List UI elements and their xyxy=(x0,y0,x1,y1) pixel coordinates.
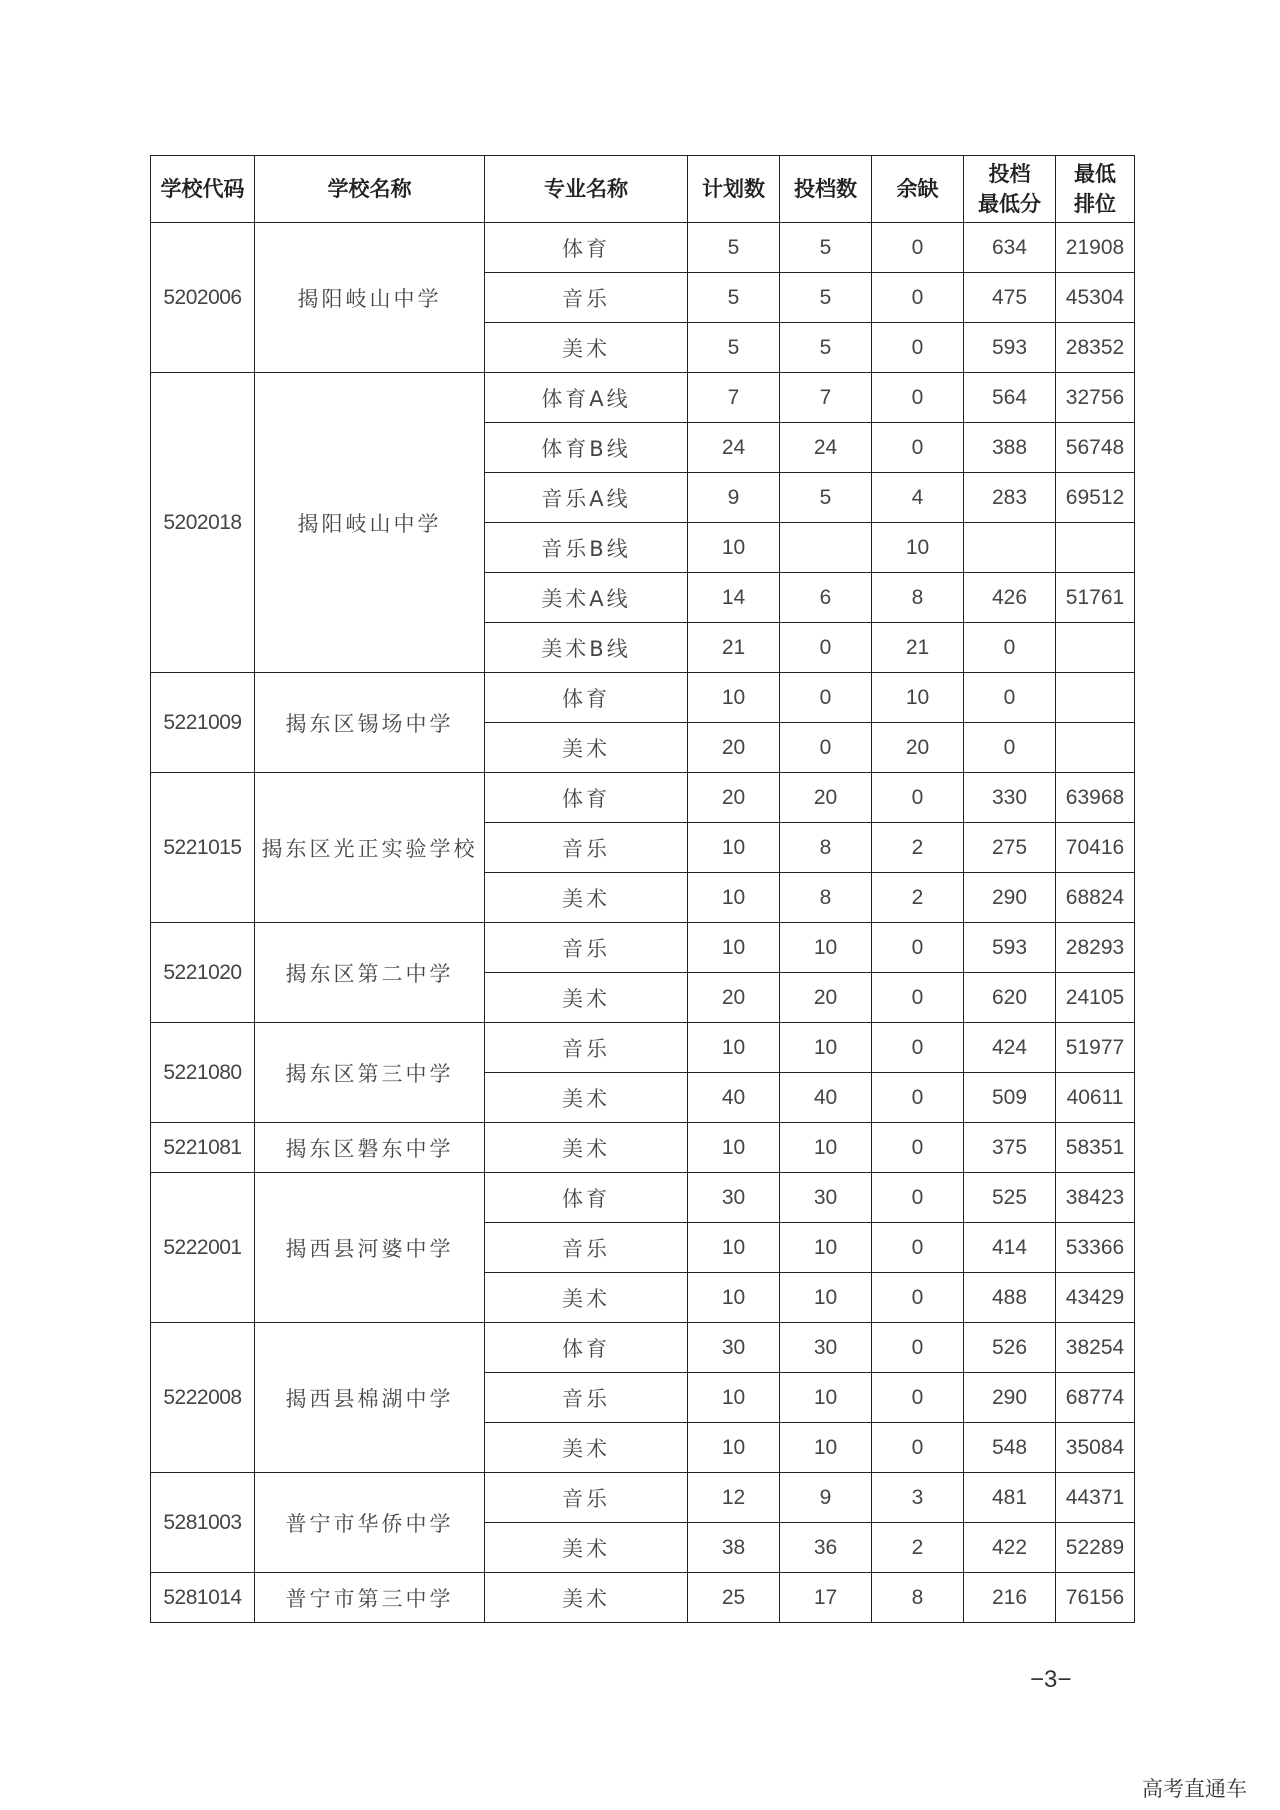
enrolled-cell: 30 xyxy=(780,1173,872,1223)
vacancy-cell: 0 xyxy=(872,1123,964,1173)
header-vacancy: 余缺 xyxy=(872,156,964,223)
major-cell: 体育 xyxy=(485,1173,688,1223)
header-school: 学校名称 xyxy=(255,156,485,223)
major-cell: 音乐 xyxy=(485,823,688,873)
min-score-cell: 525 xyxy=(964,1173,1056,1223)
major-cell: 美术 xyxy=(485,723,688,773)
vacancy-cell: 0 xyxy=(872,1173,964,1223)
header-min-score-line1: 投档 xyxy=(988,162,1031,186)
table-row xyxy=(151,223,1135,273)
school-name-cell: 普宁市第三中学 xyxy=(255,1573,485,1623)
enrolled-cell: 8 xyxy=(780,823,872,873)
min-score-cell: 388 xyxy=(964,423,1056,473)
vacancy-cell: 0 xyxy=(872,973,964,1023)
vacancy-cell: 0 xyxy=(872,1223,964,1273)
major-cell: 体育 xyxy=(485,673,688,723)
plan-cell: 9 xyxy=(688,473,780,523)
school-code-cell: 5221009 xyxy=(151,673,255,773)
enrolled-cell: 24 xyxy=(780,423,872,473)
min-score-cell: 275 xyxy=(964,823,1056,873)
min-rank-cell: 56748 xyxy=(1056,423,1135,473)
min-score-cell: 290 xyxy=(964,873,1056,923)
header-major: 专业名称 xyxy=(485,156,688,223)
min-score-cell: 488 xyxy=(964,1273,1056,1323)
table-row xyxy=(151,923,1135,973)
min-score-cell: 375 xyxy=(964,1123,1056,1173)
min-rank-cell: 70416 xyxy=(1056,823,1135,873)
min-rank-cell xyxy=(1056,523,1135,573)
enrolled-cell: 10 xyxy=(780,1223,872,1273)
vacancy-cell: 2 xyxy=(872,1523,964,1573)
school-code-cell: 5221080 xyxy=(151,1023,255,1123)
min-score-cell: 593 xyxy=(964,323,1056,373)
vacancy-cell: 0 xyxy=(872,1323,964,1373)
plan-cell: 10 xyxy=(688,823,780,873)
vacancy-cell: 8 xyxy=(872,1573,964,1623)
vacancy-cell: 0 xyxy=(872,373,964,423)
plan-cell: 5 xyxy=(688,223,780,273)
table-row xyxy=(151,773,1135,823)
major-cell: 体育A线 xyxy=(485,373,688,423)
major-cell: 音乐 xyxy=(485,1473,688,1523)
major-cell: 体育 xyxy=(485,773,688,823)
min-rank-cell: 63968 xyxy=(1056,773,1135,823)
vacancy-cell: 0 xyxy=(872,323,964,373)
min-score-cell: 475 xyxy=(964,273,1056,323)
enrolled-cell: 30 xyxy=(780,1323,872,1373)
vacancy-cell: 0 xyxy=(872,1423,964,1473)
vacancy-cell: 20 xyxy=(872,723,964,773)
school-name-cell: 揭西县河婆中学 xyxy=(255,1173,485,1323)
enrolled-cell: 40 xyxy=(780,1073,872,1123)
table-row xyxy=(151,1173,1135,1223)
min-score-cell: 548 xyxy=(964,1423,1056,1473)
enrolled-cell: 10 xyxy=(780,923,872,973)
school-name-cell: 揭东区锡场中学 xyxy=(255,673,485,773)
school-code-cell: 5222001 xyxy=(151,1173,255,1323)
enrolled-cell: 10 xyxy=(780,1273,872,1323)
plan-cell: 24 xyxy=(688,423,780,473)
plan-cell: 10 xyxy=(688,673,780,723)
header-min-rank-line1: 最低 xyxy=(1074,162,1116,186)
major-cell: 美术 xyxy=(485,1123,688,1173)
major-cell: 美术 xyxy=(485,1573,688,1623)
plan-cell: 7 xyxy=(688,373,780,423)
enrolled-cell: 5 xyxy=(780,323,872,373)
plan-cell: 38 xyxy=(688,1523,780,1573)
plan-cell: 10 xyxy=(688,873,780,923)
min-score-cell: 283 xyxy=(964,473,1056,523)
school-code-cell: 5221020 xyxy=(151,923,255,1023)
vacancy-cell: 0 xyxy=(872,273,964,323)
enrolled-cell: 0 xyxy=(780,623,872,673)
enrolled-cell: 7 xyxy=(780,373,872,423)
plan-cell: 30 xyxy=(688,1323,780,1373)
major-cell: 美术A线 xyxy=(485,573,688,623)
major-cell: 美术 xyxy=(485,323,688,373)
min-rank-cell xyxy=(1056,673,1135,723)
min-rank-cell xyxy=(1056,623,1135,673)
plan-cell: 10 xyxy=(688,1423,780,1473)
min-rank-cell: 38254 xyxy=(1056,1323,1135,1373)
min-rank-cell: 43429 xyxy=(1056,1273,1135,1323)
min-score-cell: 290 xyxy=(964,1373,1056,1423)
school-name-cell: 揭阳岐山中学 xyxy=(255,223,485,373)
plan-cell: 10 xyxy=(688,1273,780,1323)
school-code-cell: 5221081 xyxy=(151,1123,255,1173)
enrolled-cell: 6 xyxy=(780,573,872,623)
plan-cell: 10 xyxy=(688,1223,780,1273)
major-cell: 音乐 xyxy=(485,1373,688,1423)
major-cell: 美术 xyxy=(485,1423,688,1473)
header-min-score xyxy=(964,156,1056,223)
school-name-cell: 揭西县棉湖中学 xyxy=(255,1323,485,1473)
enrolled-cell: 5 xyxy=(780,473,872,523)
plan-cell: 10 xyxy=(688,523,780,573)
min-score-cell: 593 xyxy=(964,923,1056,973)
plan-cell: 12 xyxy=(688,1473,780,1523)
enrolled-cell: 20 xyxy=(780,773,872,823)
plan-cell: 20 xyxy=(688,973,780,1023)
min-rank-cell: 69512 xyxy=(1056,473,1135,523)
school-code-cell: 5281014 xyxy=(151,1573,255,1623)
school-code-cell: 5202018 xyxy=(151,373,255,673)
min-rank-cell: 52289 xyxy=(1056,1523,1135,1573)
plan-cell: 30 xyxy=(688,1173,780,1223)
min-rank-cell: 51761 xyxy=(1056,573,1135,623)
min-rank-cell: 28293 xyxy=(1056,923,1135,973)
enrolled-cell: 0 xyxy=(780,673,872,723)
header-enrolled: 投档数 xyxy=(780,156,872,223)
table-row xyxy=(151,1323,1135,1373)
major-cell: 音乐 xyxy=(485,923,688,973)
min-rank-cell: 28352 xyxy=(1056,323,1135,373)
plan-cell: 10 xyxy=(688,923,780,973)
enrolled-cell: 36 xyxy=(780,1523,872,1573)
school-code-cell: 5281003 xyxy=(151,1473,255,1573)
school-name-cell: 揭东区磐东中学 xyxy=(255,1123,485,1173)
major-cell: 音乐A线 xyxy=(485,473,688,523)
min-rank-cell: 44371 xyxy=(1056,1473,1135,1523)
min-rank-cell xyxy=(1056,723,1135,773)
major-cell: 美术 xyxy=(485,1073,688,1123)
school-name-cell: 揭东区光正实验学校 xyxy=(255,773,485,923)
min-score-cell: 330 xyxy=(964,773,1056,823)
vacancy-cell: 0 xyxy=(872,1023,964,1073)
min-rank-cell: 35084 xyxy=(1056,1423,1135,1473)
plan-cell: 20 xyxy=(688,773,780,823)
min-rank-cell: 53366 xyxy=(1056,1223,1135,1273)
plan-cell: 5 xyxy=(688,323,780,373)
enrolled-cell: 10 xyxy=(780,1023,872,1073)
min-score-cell: 216 xyxy=(964,1573,1056,1623)
min-rank-cell: 58351 xyxy=(1056,1123,1135,1173)
vacancy-cell: 21 xyxy=(872,623,964,673)
page-number: −3− xyxy=(1030,1666,1072,1693)
table-row xyxy=(151,1023,1135,1073)
min-score-cell: 426 xyxy=(964,573,1056,623)
vacancy-cell: 0 xyxy=(872,1373,964,1423)
major-cell: 音乐 xyxy=(485,1223,688,1273)
admission-table xyxy=(150,155,1135,1623)
min-rank-cell: 21908 xyxy=(1056,223,1135,273)
major-cell: 美术B线 xyxy=(485,623,688,673)
min-score-cell: 564 xyxy=(964,373,1056,423)
enrolled-cell xyxy=(780,523,872,573)
min-score-cell xyxy=(964,523,1056,573)
min-score-cell: 0 xyxy=(964,673,1056,723)
school-name-cell: 揭东区第三中学 xyxy=(255,1023,485,1123)
vacancy-cell: 0 xyxy=(872,1073,964,1123)
min-rank-cell: 45304 xyxy=(1056,273,1135,323)
major-cell: 美术 xyxy=(485,973,688,1023)
table-body xyxy=(151,223,1135,1623)
enrolled-cell: 5 xyxy=(780,273,872,323)
enrolled-cell: 17 xyxy=(780,1573,872,1623)
major-cell: 体育 xyxy=(485,1323,688,1373)
watermark: 高考直通车 xyxy=(1142,1777,1247,1801)
plan-cell: 10 xyxy=(688,1123,780,1173)
plan-cell: 20 xyxy=(688,723,780,773)
table-header-row xyxy=(151,156,1135,223)
min-score-cell: 634 xyxy=(964,223,1056,273)
min-score-cell: 422 xyxy=(964,1523,1056,1573)
plan-cell: 14 xyxy=(688,573,780,623)
min-score-cell: 414 xyxy=(964,1223,1056,1273)
school-name-cell: 普宁市华侨中学 xyxy=(255,1473,485,1573)
major-cell: 美术 xyxy=(485,1273,688,1323)
major-cell: 体育B线 xyxy=(485,423,688,473)
min-score-cell: 620 xyxy=(964,973,1056,1023)
min-rank-cell: 24105 xyxy=(1056,973,1135,1023)
min-rank-cell: 76156 xyxy=(1056,1573,1135,1623)
major-cell: 音乐 xyxy=(485,1023,688,1073)
enrolled-cell: 5 xyxy=(780,223,872,273)
vacancy-cell: 8 xyxy=(872,573,964,623)
major-cell: 美术 xyxy=(485,873,688,923)
enrolled-cell: 8 xyxy=(780,873,872,923)
min-rank-cell: 40611 xyxy=(1056,1073,1135,1123)
plan-cell: 10 xyxy=(688,1373,780,1423)
min-score-cell: 424 xyxy=(964,1023,1056,1073)
min-rank-cell: 68774 xyxy=(1056,1373,1135,1423)
vacancy-cell: 2 xyxy=(872,873,964,923)
header-min-rank xyxy=(1056,156,1135,223)
table-row xyxy=(151,373,1135,423)
table-row xyxy=(151,1123,1135,1173)
min-rank-cell: 38423 xyxy=(1056,1173,1135,1223)
vacancy-cell: 0 xyxy=(872,1273,964,1323)
plan-cell: 5 xyxy=(688,273,780,323)
major-cell: 音乐 xyxy=(485,273,688,323)
min-score-cell: 481 xyxy=(964,1473,1056,1523)
school-name-cell: 揭阳岐山中学 xyxy=(255,373,485,673)
school-code-cell: 5202006 xyxy=(151,223,255,373)
vacancy-cell: 3 xyxy=(872,1473,964,1523)
min-rank-cell: 32756 xyxy=(1056,373,1135,423)
vacancy-cell: 4 xyxy=(872,473,964,523)
table-row xyxy=(151,1473,1135,1523)
school-name-cell: 揭东区第二中学 xyxy=(255,923,485,1023)
plan-cell: 25 xyxy=(688,1573,780,1623)
vacancy-cell: 0 xyxy=(872,423,964,473)
major-cell: 音乐B线 xyxy=(485,523,688,573)
enrolled-cell: 10 xyxy=(780,1123,872,1173)
school-code-cell: 5221015 xyxy=(151,773,255,923)
enrolled-cell: 20 xyxy=(780,973,872,1023)
min-score-cell: 0 xyxy=(964,723,1056,773)
plan-cell: 10 xyxy=(688,1023,780,1073)
vacancy-cell: 0 xyxy=(872,223,964,273)
vacancy-cell: 0 xyxy=(872,773,964,823)
min-rank-cell: 51977 xyxy=(1056,1023,1135,1073)
vacancy-cell: 2 xyxy=(872,823,964,873)
major-cell: 美术 xyxy=(485,1523,688,1573)
enrolled-cell: 10 xyxy=(780,1373,872,1423)
header-code: 学校代码 xyxy=(151,156,255,223)
vacancy-cell: 10 xyxy=(872,673,964,723)
min-score-cell: 526 xyxy=(964,1323,1056,1373)
min-rank-cell: 68824 xyxy=(1056,873,1135,923)
major-cell: 体育 xyxy=(485,223,688,273)
plan-cell: 40 xyxy=(688,1073,780,1123)
table-row xyxy=(151,1573,1135,1623)
header-plan: 计划数 xyxy=(688,156,780,223)
enrolled-cell: 0 xyxy=(780,723,872,773)
enrolled-cell: 10 xyxy=(780,1423,872,1473)
header-min-score-line2: 最低分 xyxy=(978,192,1041,216)
vacancy-cell: 10 xyxy=(872,523,964,573)
header-min-rank-line2: 排位 xyxy=(1074,192,1116,216)
min-score-cell: 509 xyxy=(964,1073,1056,1123)
min-score-cell: 0 xyxy=(964,623,1056,673)
enrolled-cell: 9 xyxy=(780,1473,872,1523)
table-row xyxy=(151,673,1135,723)
plan-cell: 21 xyxy=(688,623,780,673)
school-code-cell: 5222008 xyxy=(151,1323,255,1473)
vacancy-cell: 0 xyxy=(872,923,964,973)
